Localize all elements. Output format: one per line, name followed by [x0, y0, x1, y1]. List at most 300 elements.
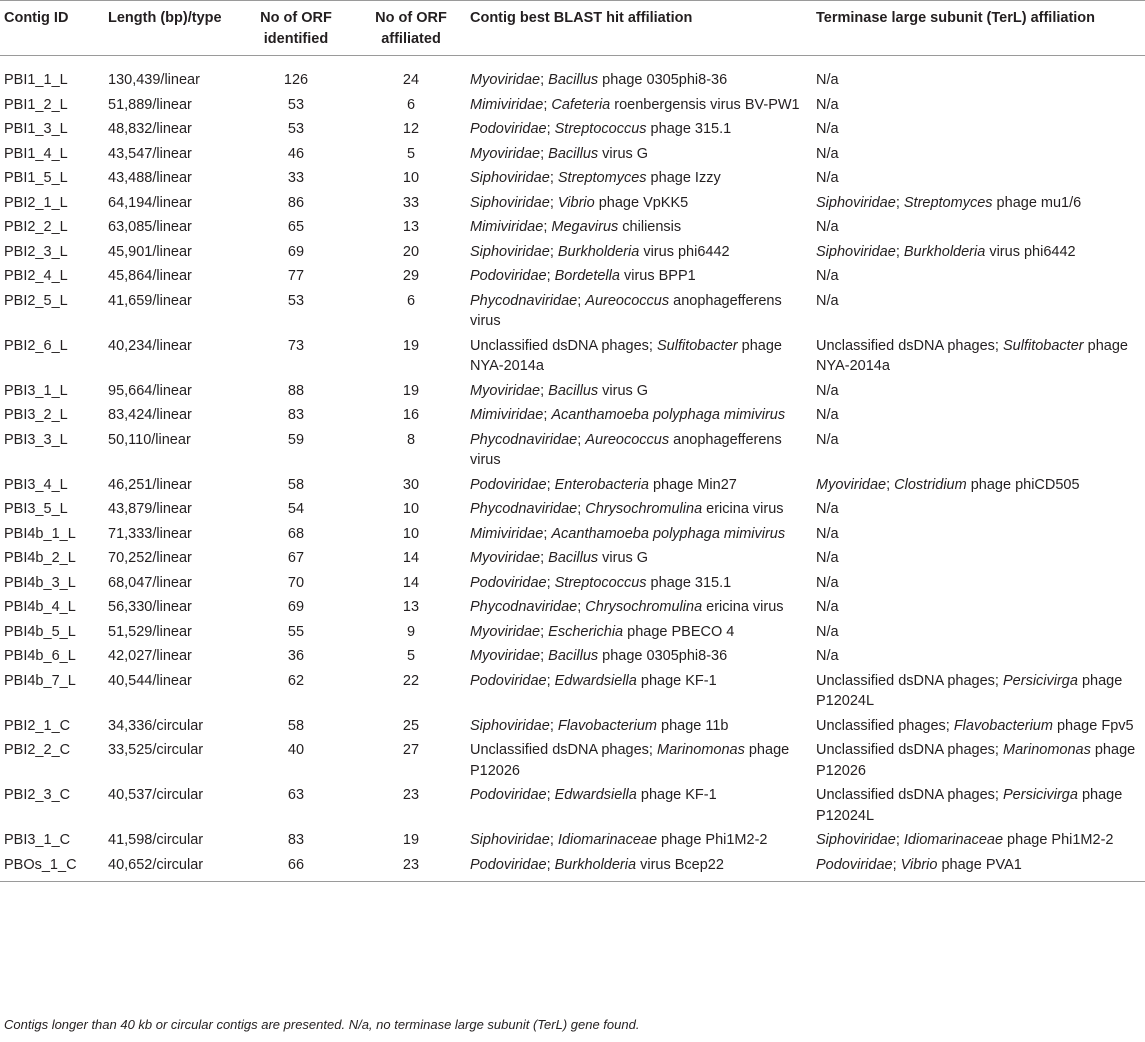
text-segment: ;: [577, 292, 586, 309]
table-row: [0, 547, 1145, 572]
italic-taxon: Myoviridae: [470, 623, 541, 640]
italic-taxon: Siphoviridae: [816, 243, 896, 260]
cell-length: 46,251/linear: [108, 476, 192, 493]
cell-orf-identified: 53: [287, 292, 305, 309]
cell-terl-affiliation: [812, 645, 1145, 670]
text-segment: N/a: [816, 72, 839, 88]
italic-taxon: Myoviridae: [816, 476, 887, 493]
table-row: [0, 596, 1145, 621]
cell-terl-affiliation: [812, 784, 1145, 829]
cell-length: 45,864/linear: [108, 268, 192, 284]
table-row: [0, 429, 1145, 474]
cell-blast-affiliation: [466, 143, 812, 168]
cell-orf-identified: 46: [287, 145, 305, 162]
text-segment: N/a: [816, 574, 839, 591]
cell-orf-identified: 65: [287, 219, 305, 235]
table-row: [0, 94, 1145, 119]
cell-contig-id: PBI2_2_C: [4, 742, 71, 758]
cell-blast-affiliation: [466, 596, 812, 621]
text-segment: virus G: [598, 145, 649, 162]
cell-blast-affiliation: [466, 829, 812, 854]
italic-taxon: Megavirus: [551, 219, 619, 235]
cell-contig-id: PBI1_4_L: [4, 145, 68, 162]
cell-terl-affiliation: [812, 429, 1145, 474]
text-segment: phage P12024L: [816, 787, 1123, 824]
italic-taxon: Siphoviridae: [470, 194, 550, 211]
cell-orf-affiliated: 19: [402, 337, 420, 354]
table-row: [0, 192, 1145, 217]
cell-orf-affiliated: 19: [402, 832, 420, 848]
text-segment: N/a: [816, 525, 839, 542]
text-segment: ;: [895, 243, 904, 260]
text-segment: ;: [540, 550, 549, 566]
cell-orf-affiliated: 6: [406, 96, 416, 113]
cell-terl-affiliation: [812, 265, 1145, 290]
italic-taxon: Escherichia: [548, 623, 624, 640]
italic-taxon: Phycodnaviridae: [470, 501, 578, 517]
italic-taxon: Mimiviridae: [470, 525, 544, 542]
text-segment: phage PVA1: [937, 856, 1022, 873]
italic-taxon: Phycodnaviridae: [470, 292, 578, 309]
text-segment: phage Izzy: [646, 170, 721, 186]
table-row: [0, 167, 1145, 192]
cell-length: 40,234/linear: [108, 337, 192, 354]
cell-terl-affiliation: [812, 290, 1145, 335]
table-row: [0, 143, 1145, 168]
text-segment: phage 315.1: [646, 121, 732, 137]
text-segment: virus Bcep22: [636, 856, 724, 873]
cell-terl-affiliation: [812, 56, 1145, 94]
italic-taxon: Phycodnaviridae: [470, 431, 578, 448]
text-segment: ;: [577, 431, 586, 448]
cell-length: 63,085/linear: [108, 219, 192, 235]
italic-taxon: Persicivirga: [1003, 672, 1078, 689]
italic-taxon: Marinomonas: [1003, 742, 1091, 758]
text-segment: N/a: [816, 292, 839, 309]
cell-contig-id: PBI4b_6_L: [4, 648, 76, 664]
cell-terl-affiliation: [812, 715, 1145, 740]
cell-length: 40,652/circular: [108, 856, 204, 873]
cell-orf-identified: 68: [287, 525, 305, 542]
cell-contig-id: PBI3_3_L: [4, 431, 68, 448]
cell-contig-id: PBI1_5_L: [4, 170, 68, 186]
text-segment: Unclassified phages;: [816, 717, 954, 734]
italic-taxon: Podoviridae: [816, 856, 893, 873]
italic-taxon: Myoviridae: [470, 72, 541, 88]
cell-terl-affiliation: [812, 241, 1145, 266]
cell-orf-identified: 53: [287, 96, 305, 113]
cell-blast-affiliation: [466, 94, 812, 119]
cell-orf-identified: 36: [287, 648, 305, 664]
text-segment: ericina virus: [702, 501, 784, 517]
text-segment: phage P12024L: [816, 672, 1123, 709]
cell-blast-affiliation: [466, 192, 812, 217]
cell-contig-id: PBI4b_1_L: [4, 525, 76, 542]
text-segment: ;: [549, 243, 558, 260]
cell-contig-id: PBI2_6_L: [4, 337, 68, 354]
cell-blast-affiliation: [466, 645, 812, 670]
cell-orf-affiliated: 23: [402, 787, 420, 803]
cell-blast-affiliation: [466, 498, 812, 523]
cell-blast-affiliation: [466, 290, 812, 335]
italic-taxon: Myoviridae: [470, 550, 541, 566]
cell-terl-affiliation: [812, 118, 1145, 143]
italic-taxon: Marinomonas: [657, 742, 745, 758]
italic-taxon: Podoviridae: [470, 856, 547, 873]
cell-contig-id: PBI3_1_L: [4, 382, 68, 399]
cell-contig-id: PBI2_3_C: [4, 787, 71, 803]
text-segment: phage NYA-2014a: [816, 337, 1128, 374]
table-row: [0, 829, 1145, 854]
text-segment: N/a: [816, 268, 839, 284]
cell-contig-id: PBI2_2_L: [4, 219, 68, 235]
italic-taxon: Podoviridae: [470, 574, 547, 591]
cell-orf-identified: 33: [287, 170, 305, 186]
cell-terl-affiliation: [812, 523, 1145, 548]
cell-length: 48,832/linear: [108, 121, 192, 137]
cell-terl-affiliation: [812, 829, 1145, 854]
italic-taxon: Burkholderia: [554, 856, 637, 873]
cell-blast-affiliation: [466, 854, 812, 882]
table-footnote: Contigs longer than 40 kb or circular contigs are presented. N/a, no terminase large subunit (TerL) gene found.: [4, 1017, 640, 1032]
cell-length: 51,529/linear: [108, 623, 192, 640]
table-row: [0, 290, 1145, 335]
cell-orf-affiliated: 10: [402, 525, 420, 542]
cell-length: 34,336/circular: [108, 717, 204, 734]
cell-orf-identified: 40: [287, 742, 305, 758]
italic-taxon: Podoviridae: [470, 268, 547, 284]
cell-contig-id: PBI4b_7_L: [4, 672, 76, 689]
italic-taxon: Idiomarinaceae: [903, 832, 1004, 848]
text-segment: phage NYA-2014a: [470, 337, 782, 374]
cell-orf-affiliated: 19: [402, 382, 420, 399]
cell-contig-id: PBI1_2_L: [4, 96, 68, 113]
italic-taxon: Streptomyces: [903, 194, 993, 211]
cell-terl-affiliation: [812, 572, 1145, 597]
header-orf-affiliated: No of ORF affiliated: [375, 10, 447, 47]
text-segment: ;: [549, 170, 558, 186]
table-row: [0, 854, 1145, 882]
text-segment: N/a: [816, 96, 839, 113]
cell-orf-affiliated: 22: [402, 672, 420, 689]
header-contig-id: Contig ID: [4, 10, 69, 26]
cell-length: 130,439/linear: [108, 72, 200, 88]
italic-taxon: Bacillus: [548, 145, 599, 162]
text-segment: phage phiCD505: [966, 476, 1080, 493]
table-row: [0, 784, 1145, 829]
cell-blast-affiliation: [466, 380, 812, 405]
text-segment: chiliensis: [618, 219, 682, 235]
cell-terl-affiliation: [812, 498, 1145, 523]
text-segment: ;: [895, 194, 904, 211]
italic-taxon: Siphoviridae: [816, 832, 896, 848]
cell-length: 71,333/linear: [108, 525, 192, 542]
text-segment: ericina virus: [702, 599, 784, 615]
text-segment: ;: [540, 623, 549, 640]
cell-length: 42,027/linear: [108, 648, 192, 664]
italic-taxon: Sulfitobacter: [1003, 337, 1084, 354]
text-segment: Unclassified dsDNA phages;: [816, 672, 1003, 689]
cell-length: 43,488/linear: [108, 170, 192, 186]
italic-taxon: Flavobacterium: [557, 717, 657, 734]
italic-taxon: Streptococcus: [554, 121, 647, 137]
italic-taxon: Aureococcus: [585, 292, 670, 309]
italic-taxon: Acanthamoeba polyphaga mimivirus: [551, 407, 786, 423]
text-segment: ;: [546, 121, 555, 137]
italic-taxon: Flavobacterium: [953, 717, 1053, 734]
text-segment: ;: [540, 648, 549, 664]
text-segment: N/a: [816, 407, 839, 423]
cell-blast-affiliation: [466, 241, 812, 266]
italic-taxon: Myoviridae: [470, 145, 541, 162]
text-segment: N/a: [816, 501, 839, 517]
italic-taxon: Bordetella: [554, 268, 620, 284]
cell-blast-affiliation: [466, 429, 812, 474]
table-row: [0, 572, 1145, 597]
cell-orf-affiliated: 10: [402, 501, 420, 517]
cell-orf-identified: 86: [287, 194, 305, 211]
text-segment: ;: [546, 672, 555, 689]
italic-taxon: Siphoviridae: [470, 243, 550, 260]
italic-taxon: Clostridium: [894, 476, 967, 493]
text-segment: N/a: [816, 382, 839, 399]
cell-blast-affiliation: [466, 216, 812, 241]
text-segment: phage 11b: [657, 717, 729, 734]
cell-terl-affiliation: [812, 670, 1145, 715]
cell-orf-identified: 77: [287, 268, 305, 284]
cell-length: 51,889/linear: [108, 96, 192, 113]
italic-taxon: Chrysochromulina: [585, 501, 703, 517]
cell-blast-affiliation: [466, 739, 812, 784]
italic-taxon: Mimiviridae: [470, 219, 544, 235]
text-segment: N/a: [816, 599, 839, 615]
cell-length: 83,424/linear: [108, 407, 192, 423]
text-segment: virus G: [598, 382, 649, 399]
cell-orf-affiliated: 6: [406, 292, 416, 309]
cell-terl-affiliation: [812, 404, 1145, 429]
text-segment: N/a: [816, 145, 839, 162]
cell-contig-id: PBI3_2_L: [4, 407, 68, 423]
cell-orf-identified: 55: [287, 623, 305, 640]
table-body: [0, 56, 1145, 882]
cell-contig-id: PBI2_5_L: [4, 292, 68, 309]
italic-taxon: Mimiviridae: [470, 407, 544, 423]
italic-taxon: Sulfitobacter: [657, 337, 738, 354]
text-segment: virus BPP1: [619, 268, 696, 284]
header-length: Length (bp)/type: [108, 10, 222, 26]
cell-contig-id: PBI3_4_L: [4, 476, 68, 493]
cell-orf-affiliated: 23: [402, 856, 420, 873]
cell-contig-id: PBI4b_4_L: [4, 599, 76, 615]
text-segment: ;: [577, 599, 586, 615]
text-segment: ;: [546, 268, 555, 284]
text-segment: phage PBECO 4: [623, 623, 735, 640]
italic-taxon: Idiomarinaceae: [557, 832, 658, 848]
cell-length: 43,879/linear: [108, 501, 192, 517]
cell-length: 68,047/linear: [108, 574, 192, 591]
cell-blast-affiliation: [466, 523, 812, 548]
table-row: [0, 645, 1145, 670]
cell-orf-identified: 67: [287, 550, 305, 566]
cell-orf-identified: 58: [287, 717, 305, 734]
cell-blast-affiliation: [466, 118, 812, 143]
text-segment: ;: [546, 787, 555, 803]
text-segment: roenbergensis virus BV-PW1: [610, 96, 800, 113]
text-segment: N/a: [816, 623, 839, 640]
cell-length: 33,525/circular: [108, 742, 204, 758]
italic-taxon: Myoviridae: [470, 382, 541, 399]
cell-blast-affiliation: [466, 572, 812, 597]
cell-orf-affiliated: 33: [402, 194, 420, 211]
cell-contig-id: PBI2_1_C: [4, 717, 71, 734]
cell-orf-affiliated: 13: [402, 599, 420, 615]
cell-length: 40,544/linear: [108, 672, 192, 689]
italic-taxon: Cafeteria: [551, 96, 611, 113]
table-row: [0, 474, 1145, 499]
cell-contig-id: PBI1_1_L: [4, 72, 68, 88]
cell-terl-affiliation: [812, 621, 1145, 646]
italic-taxon: Burkholderia: [557, 243, 640, 260]
cell-contig-id: PBI3_1_C: [4, 832, 71, 848]
cell-terl-affiliation: [812, 380, 1145, 405]
text-segment: ;: [540, 382, 549, 399]
cell-blast-affiliation: [466, 404, 812, 429]
cell-orf-affiliated: 14: [402, 550, 420, 566]
text-segment: ;: [895, 832, 904, 848]
cell-blast-affiliation: [466, 265, 812, 290]
text-segment: ;: [546, 574, 555, 591]
italic-taxon: Siphoviridae: [816, 194, 896, 211]
italic-taxon: Streptomyces: [557, 170, 647, 186]
text-segment: N/a: [816, 219, 839, 235]
cell-terl-affiliation: [812, 143, 1145, 168]
table-row: [0, 739, 1145, 784]
italic-taxon: Bacillus: [548, 550, 599, 566]
italic-taxon: Persicivirga: [1003, 787, 1078, 803]
text-segment: ;: [543, 96, 552, 113]
cell-blast-affiliation: [466, 167, 812, 192]
italic-taxon: Podoviridae: [470, 121, 547, 137]
table-row: [0, 621, 1145, 646]
cell-orf-affiliated: 8: [406, 431, 416, 448]
text-segment: ;: [546, 856, 555, 873]
cell-length: 64,194/linear: [108, 194, 192, 211]
table-row: [0, 715, 1145, 740]
cell-orf-affiliated: 5: [406, 648, 416, 664]
cell-terl-affiliation: [812, 854, 1145, 882]
italic-taxon: Chrysochromulina: [585, 599, 703, 615]
text-segment: N/a: [816, 550, 839, 566]
cell-length: 70,252/linear: [108, 550, 192, 566]
italic-taxon: Edwardsiella: [554, 672, 637, 689]
text-segment: ;: [886, 476, 895, 493]
italic-taxon: Bacillus: [548, 382, 599, 399]
text-segment: anophagefferens virus: [470, 431, 782, 468]
cell-contig-id: PBI2_3_L: [4, 243, 68, 260]
text-segment: phage Phi1M2-2: [657, 832, 768, 848]
cell-orf-identified: 66: [287, 856, 305, 873]
cell-length: 43,547/linear: [108, 145, 192, 162]
text-segment: ;: [546, 476, 555, 493]
cell-terl-affiliation: [812, 216, 1145, 241]
italic-taxon: Phycodnaviridae: [470, 599, 578, 615]
cell-orf-identified: 83: [287, 832, 305, 848]
cell-length: 45,901/linear: [108, 243, 192, 260]
header-orf-identified: No of ORF identified: [260, 10, 332, 47]
cell-contig-id: PBI3_5_L: [4, 501, 68, 517]
cell-length: 40,537/circular: [108, 787, 204, 803]
text-segment: phage Fpv5: [1052, 717, 1134, 734]
table-row: [0, 265, 1145, 290]
cell-terl-affiliation: [812, 192, 1145, 217]
text-segment: virus phi6442: [639, 243, 730, 260]
cell-terl-affiliation: [812, 474, 1145, 499]
cell-orf-affiliated: 29: [402, 268, 420, 284]
text-segment: virus phi6442: [985, 243, 1076, 260]
cell-orf-identified: 126: [283, 72, 309, 88]
text-segment: ;: [543, 219, 552, 235]
cell-orf-affiliated: 5: [406, 145, 416, 162]
text-segment: phage Min27: [648, 476, 737, 493]
text-segment: ;: [540, 72, 549, 88]
cell-orf-identified: 69: [287, 243, 305, 260]
cell-contig-id: PBI4b_3_L: [4, 574, 76, 591]
table-header: [0, 1, 1145, 56]
italic-taxon: Vibrio: [900, 856, 938, 873]
italic-taxon: Podoviridae: [470, 787, 547, 803]
table-row: [0, 670, 1145, 715]
text-segment: ;: [577, 501, 586, 517]
cell-orf-identified: 53: [287, 121, 305, 137]
cell-terl-affiliation: [812, 335, 1145, 380]
text-segment: phage 0305phi8-36: [598, 72, 728, 88]
cell-contig-id: PBI2_4_L: [4, 268, 68, 284]
cell-blast-affiliation: [466, 670, 812, 715]
text-segment: Unclassified dsDNA phages;: [816, 337, 1003, 354]
italic-taxon: Myoviridae: [470, 648, 541, 664]
text-segment: Unclassified dsDNA phages;: [816, 742, 1003, 758]
cell-orf-affiliated: 25: [402, 717, 420, 734]
text-segment: ;: [892, 856, 901, 873]
text-segment: ;: [540, 145, 549, 162]
italic-taxon: Bacillus: [548, 72, 599, 88]
italic-taxon: Podoviridae: [470, 476, 547, 493]
cell-orf-affiliated: 14: [402, 574, 420, 591]
cell-length: 41,659/linear: [108, 292, 192, 309]
cell-blast-affiliation: [466, 547, 812, 572]
cell-orf-identified: 54: [287, 501, 305, 517]
cell-terl-affiliation: [812, 596, 1145, 621]
italic-taxon: Vibrio: [557, 194, 595, 211]
cell-blast-affiliation: [466, 784, 812, 829]
cell-orf-identified: 58: [287, 476, 305, 493]
text-segment: phage mu1/6: [992, 194, 1082, 211]
italic-taxon: Aureococcus: [585, 431, 670, 448]
text-segment: Unclassified dsDNA phages;: [470, 337, 657, 354]
italic-taxon: Acanthamoeba polyphaga mimivirus: [551, 525, 786, 542]
cell-blast-affiliation: [466, 621, 812, 646]
text-segment: ;: [549, 832, 558, 848]
text-segment: N/a: [816, 431, 839, 448]
table-row: [0, 380, 1145, 405]
cell-orf-identified: 62: [287, 672, 305, 689]
cell-blast-affiliation: [466, 335, 812, 380]
cell-orf-identified: 88: [287, 382, 305, 399]
cell-length: 95,664/linear: [108, 382, 192, 399]
cell-orf-identified: 83: [287, 407, 305, 423]
cell-contig-id: PBI2_1_L: [4, 194, 68, 211]
cell-orf-identified: 73: [287, 337, 305, 354]
